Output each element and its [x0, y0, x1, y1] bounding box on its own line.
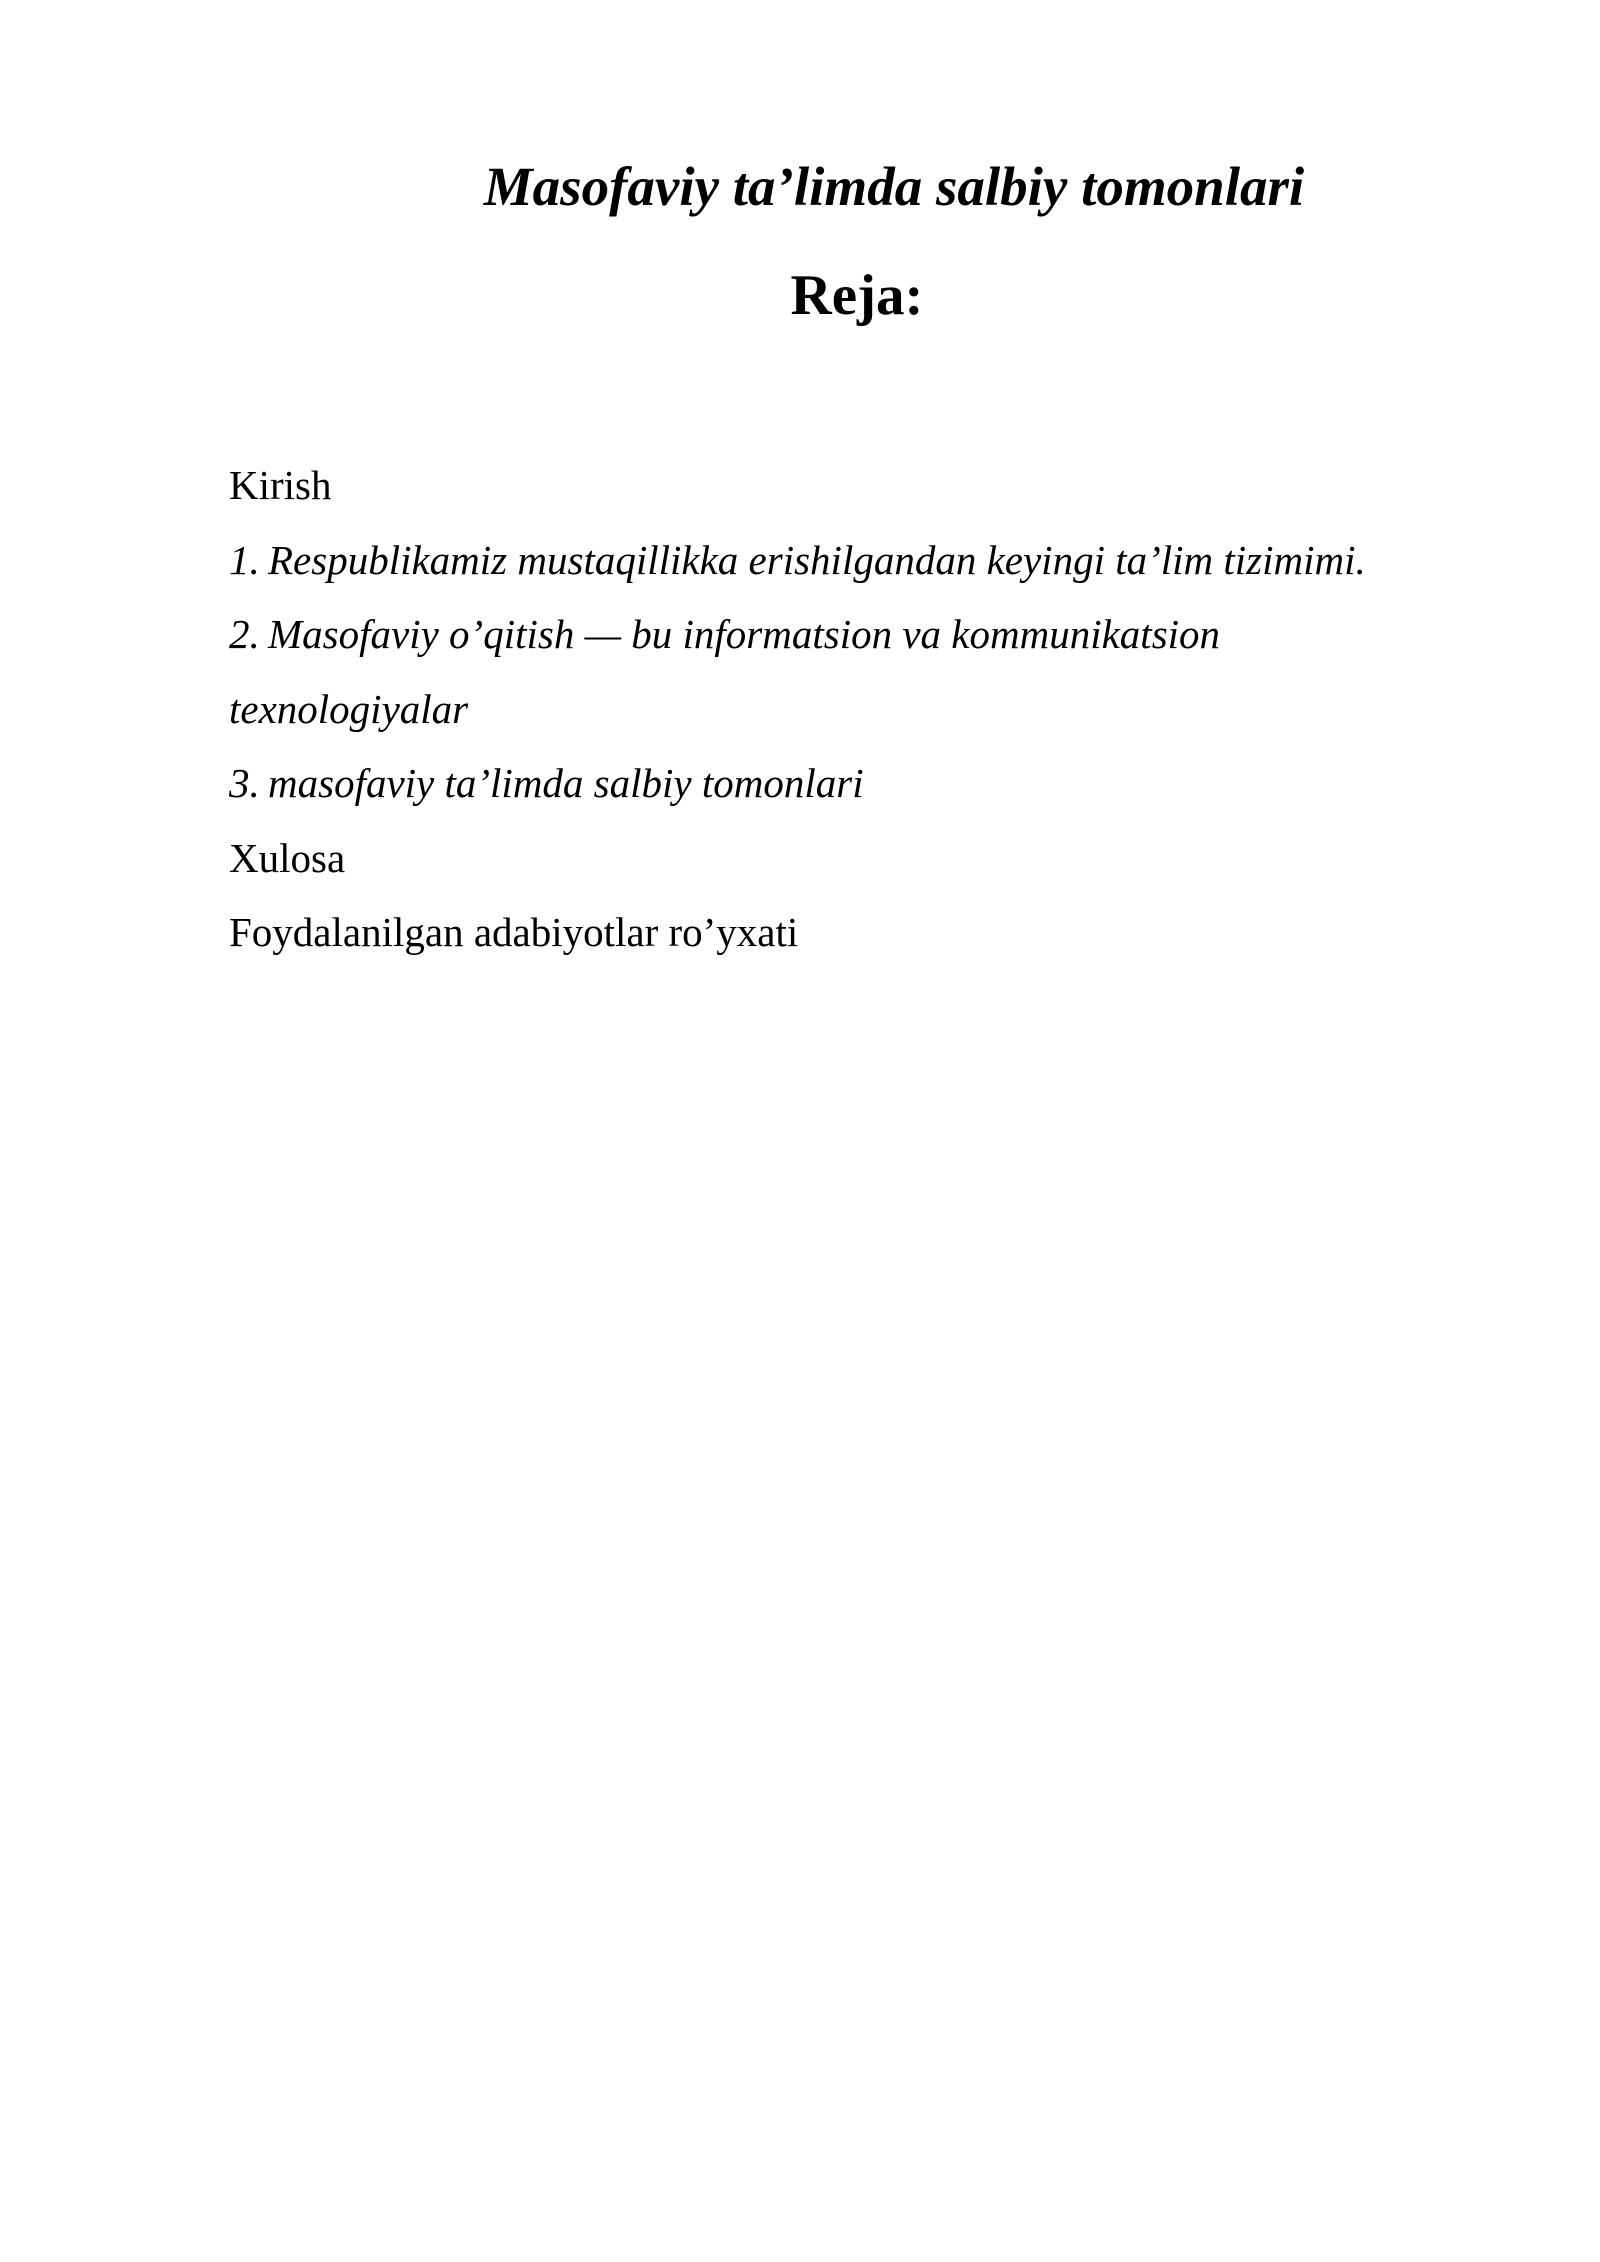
table-of-contents	[229, 448, 1489, 970]
toc-item-2-continuation: texnologiyalar	[229, 685, 469, 732]
toc-item-1	[229, 523, 1489, 598]
document-title: Masofaviy ta’limda salbiy tomonlari	[483, 156, 1305, 217]
toc-item-text: Respublikamiz mustaqillikka erishilgandan keyingi ta’lim tizimimi.	[268, 536, 1366, 583]
toc-intro: Kirish	[229, 462, 332, 508]
toc-item-3	[229, 746, 1489, 821]
toc-item-text: Masofaviy o’qitish — bu informatsion va kommunikatsion	[268, 611, 1221, 657]
toc-item-number: 2.	[229, 611, 260, 657]
toc-item-number: 3.	[229, 760, 260, 806]
plan-heading: Reja:	[790, 264, 924, 327]
toc-item-number: 1.	[229, 536, 260, 583]
toc-item-2	[229, 597, 1489, 672]
toc-references: Foydalanilgan adabiyotlar ro’yxati	[229, 909, 799, 955]
toc-item-text: masofaviy ta’limda salbiy tomonlari	[268, 760, 864, 806]
toc-conclusion: Xulosa	[229, 834, 346, 881]
